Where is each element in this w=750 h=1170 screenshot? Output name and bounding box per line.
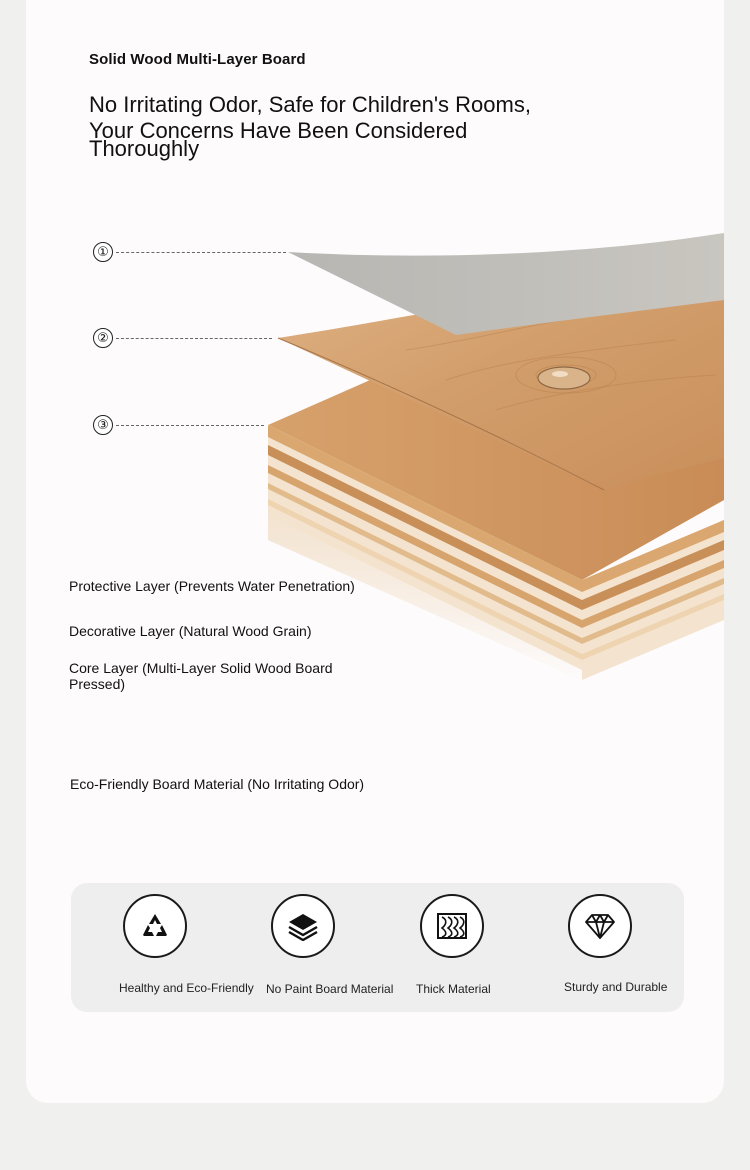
marker-3: ③ <box>93 415 113 435</box>
marker-1: ① <box>93 242 113 262</box>
protective-layer-label: Protective Layer (Prevents Water Penetration) <box>69 578 355 594</box>
feature-label-sturdy: Sturdy and Durable <box>564 980 668 994</box>
wood-grain-icon <box>420 894 484 958</box>
headline-line-2: Your Concerns Have Been Considered <box>89 118 468 143</box>
recycle-icon <box>123 894 187 958</box>
diamond-icon <box>568 894 632 958</box>
leader-line-3 <box>116 425 264 426</box>
feature-label-thick: Thick Material <box>416 982 491 996</box>
feature-strip <box>71 883 684 1012</box>
core-layer-label-line-1: Core Layer (Multi-Layer Solid Wood Board <box>69 660 333 676</box>
section-subtitle: Solid Wood Multi-Layer Board <box>89 51 306 68</box>
layers-icon <box>271 894 335 958</box>
core-layer-label-line-2: Pressed) <box>69 676 126 692</box>
product-card <box>26 0 724 1103</box>
headline-line-1: No Irritating Odor, Safe for Children's Rooms, <box>89 92 531 117</box>
headline-line-3: Thoroughly <box>89 136 200 161</box>
leader-line-2 <box>116 338 272 339</box>
water-droplet <box>538 367 590 389</box>
feature-label-eco: Healthy and Eco-Friendly <box>119 981 254 995</box>
decorative-layer-label: Decorative Layer (Natural Wood Grain) <box>69 623 312 639</box>
feature-label-no-paint: No Paint Board Material <box>266 982 394 996</box>
marker-2: ② <box>93 328 113 348</box>
leader-line-1 <box>116 252 286 253</box>
eco-note: Eco-Friendly Board Material (No Irritating Odor) <box>70 776 365 792</box>
